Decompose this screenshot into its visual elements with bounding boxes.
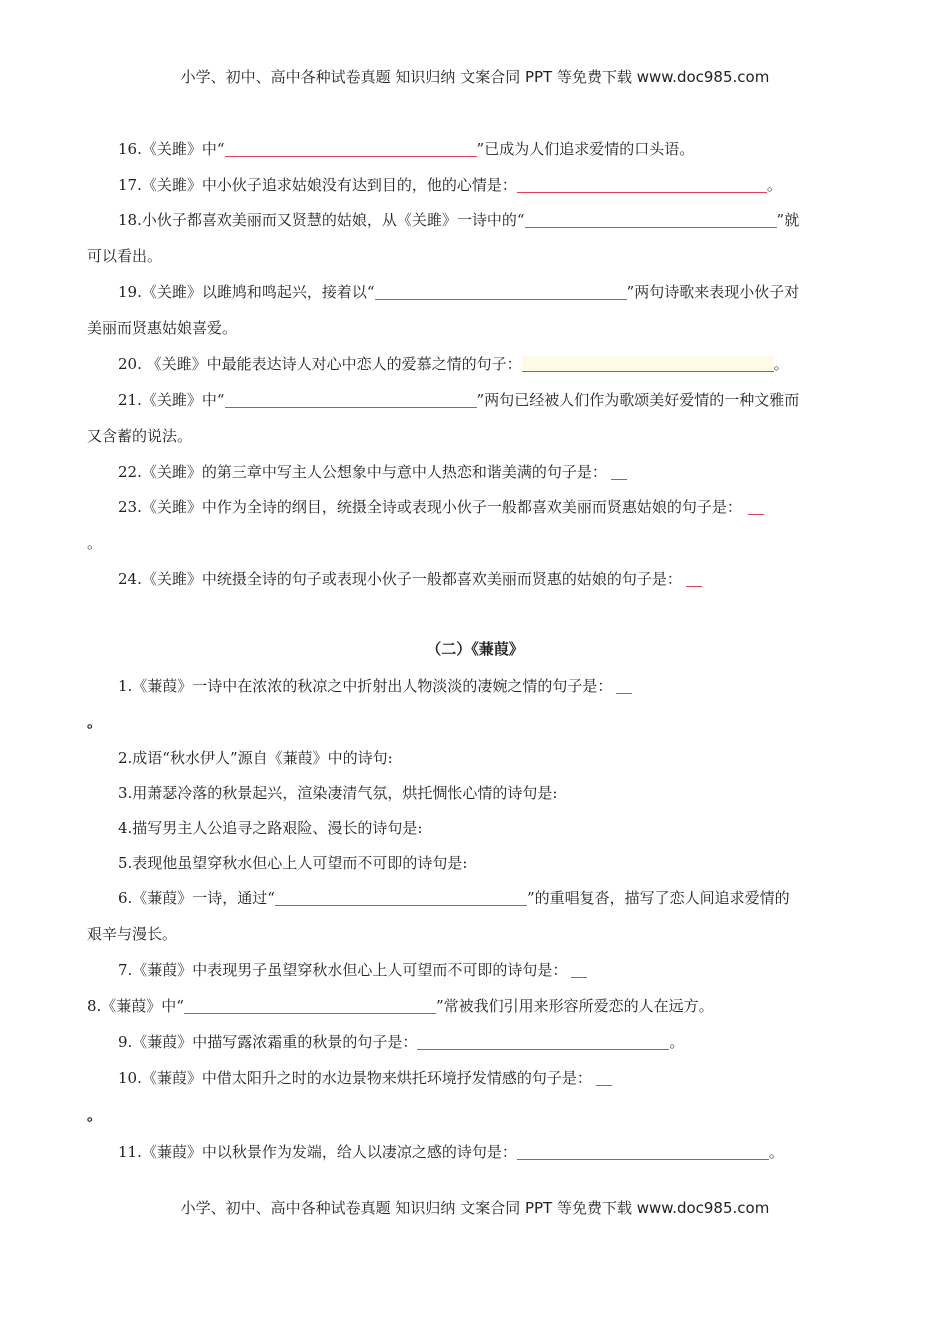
jianjia-question-8 — [87, 996, 714, 1016]
question-19-text: 19.《关雎》以雎鸠和鸣起兴，接着以“ — [118, 283, 375, 301]
question-16-text: 16.《关雎》中“ — [118, 140, 225, 158]
answer-blank[interactable] — [517, 177, 767, 193]
answer-blank[interactable] — [748, 499, 764, 515]
question-18-text: 18.小伙子都喜欢美丽而又贤慧的姑娘，从《关雎》一诗中的“ — [118, 211, 525, 229]
answer-blank[interactable] — [417, 1034, 669, 1050]
answer-blank[interactable] — [225, 392, 477, 408]
answer-blank[interactable] — [611, 464, 627, 480]
jianjia-question-4: 4.描写男主人公追寻之路艰险、漫长的诗句是: — [118, 819, 423, 837]
question-23 — [118, 497, 764, 517]
jianjia-question-1 — [118, 676, 632, 696]
jianjia-question-3: 3.用萧瑟冷落的秋景起兴，渲染凄清气氛，烘托惆怅心情的诗句是: — [118, 784, 558, 802]
jianjia-question-1-continuation: 。 — [87, 713, 103, 731]
answer-blank[interactable] — [184, 998, 436, 1014]
question-24 — [118, 569, 702, 589]
answer-blank[interactable] — [225, 141, 477, 157]
jianjia-question-9-text-end: 。 — [669, 1033, 685, 1051]
question-19-continuation: 美丽而贤惠姑娘喜爱。 — [87, 319, 238, 337]
question-19 — [118, 282, 799, 302]
page-footer: 小学、初中、高中各种试卷真题 知识归纳 文案合同 PPT 等免费下载 www.doc985.com — [180, 1199, 770, 1217]
jianjia-question-8-text-end: ”常被我们引用来形容所爱恋的人在远方。 — [435, 997, 714, 1015]
answer-blank[interactable] — [375, 284, 627, 300]
question-24-text: 24.《关雎》中统摄全诗的句子或表现小伙子一般都喜欢美丽而贤惠的姑娘的句子是： — [118, 570, 682, 588]
question-18-continuation: 可以看出。 — [87, 247, 163, 265]
answer-blank[interactable] — [517, 1144, 769, 1160]
answer-blank[interactable] — [571, 962, 587, 978]
jianjia-question-11-text: 11.《蒹葭》中以秋景作为发端，给人以凄凉之感的诗句是： — [118, 1143, 517, 1161]
answer-blank[interactable] — [275, 890, 527, 906]
question-20-text: 20. 《关雎》中最能表达诗人对心中恋人的爱慕之情的句子： — [118, 355, 522, 373]
answer-blank[interactable] — [686, 571, 702, 587]
jianjia-question-11 — [118, 1142, 784, 1162]
answer-blank[interactable] — [616, 678, 632, 694]
jianjia-question-10-text: 10.《蒹葭》中借太阳升之时的水边景物来烘托环境抒发情感的句子是： — [118, 1069, 592, 1087]
jianjia-question-6-continuation: 艰辛与漫长。 — [87, 925, 178, 943]
answer-blank[interactable] — [596, 1070, 612, 1086]
answer-blank[interactable] — [525, 212, 777, 228]
answer-blank[interactable] — [522, 356, 774, 372]
question-21-text-end: ”两句已经被人们作为歌颂美好爱情的一种文雅而 — [476, 391, 800, 409]
section-title: （二）《蒹葭》 — [426, 640, 524, 658]
jianjia-question-6-text: 6.《蒹葭》一诗，通过“ — [118, 889, 275, 907]
jianjia-question-7-text: 7.《蒹葭》中表现男子虽望穿秋水但心上人可望而不可即的诗句是： — [118, 961, 568, 979]
question-19-text-end: ”两句诗歌来表现小伙子对 — [626, 283, 800, 301]
question-21-continuation: 又含蓄的说法。 — [87, 427, 193, 445]
question-22-text: 22.《关雎》的第三章中写主人公想象中与意中人热恋和谐美满的句子是： — [118, 463, 607, 481]
jianjia-question-7 — [118, 960, 587, 980]
jianjia-question-9 — [118, 1032, 684, 1052]
question-21-text: 21.《关雎》中“ — [118, 391, 225, 409]
jianjia-question-8-text: 8.《蒹葭》中“ — [87, 997, 184, 1015]
question-23-text: 23.《关雎》中作为全诗的纲目，统摄全诗或表现小伙子一般都喜欢美丽而贤惠姑娘的句子是： — [118, 498, 742, 516]
question-18 — [118, 210, 799, 230]
question-18-text-end: ”就 — [776, 211, 800, 229]
jianjia-question-6 — [118, 888, 790, 908]
question-22 — [118, 462, 627, 482]
jianjia-question-2: 2.成语“秋水伊人”源自《蒹葭》中的诗句: — [118, 749, 393, 767]
question-16-text-end: ”已成为人们追求爱情的口头语。 — [476, 140, 695, 158]
jianjia-question-1-text: 1.《蒹葭》一诗中在浓浓的秋凉之中折射出人物淡淡的凄婉之情的句子是： — [118, 677, 613, 695]
jianjia-question-6-text-end: ”的重唱复沓，描写了恋人间追求爱情的 — [526, 889, 790, 907]
page-header: 小学、初中、高中各种试卷真题 知识归纳 文案合同 PPT 等免费下载 www.doc985.com — [180, 68, 770, 86]
jianjia-question-9-text: 9.《蒹葭》中描写露浓霜重的秋景的句子是： — [118, 1033, 418, 1051]
question-16 — [118, 139, 694, 159]
question-20 — [118, 354, 789, 374]
question-17-text: 17.《关雎》中小伙子追求姑娘没有达到目的，他的心情是： — [118, 176, 517, 194]
question-23-continuation: 。 — [87, 534, 103, 552]
question-21 — [118, 390, 799, 410]
jianjia-question-5: 5.表现他虽望穿秋水但心上人可望而不可即的诗句是: — [118, 854, 468, 872]
question-20-text-end: 。 — [773, 355, 789, 373]
question-17-text-end: 。 — [766, 176, 782, 194]
jianjia-question-11-text-end: 。 — [768, 1143, 784, 1161]
jianjia-question-10-continuation: 。 — [87, 1106, 103, 1124]
question-17 — [118, 175, 782, 195]
jianjia-question-10 — [118, 1068, 612, 1088]
